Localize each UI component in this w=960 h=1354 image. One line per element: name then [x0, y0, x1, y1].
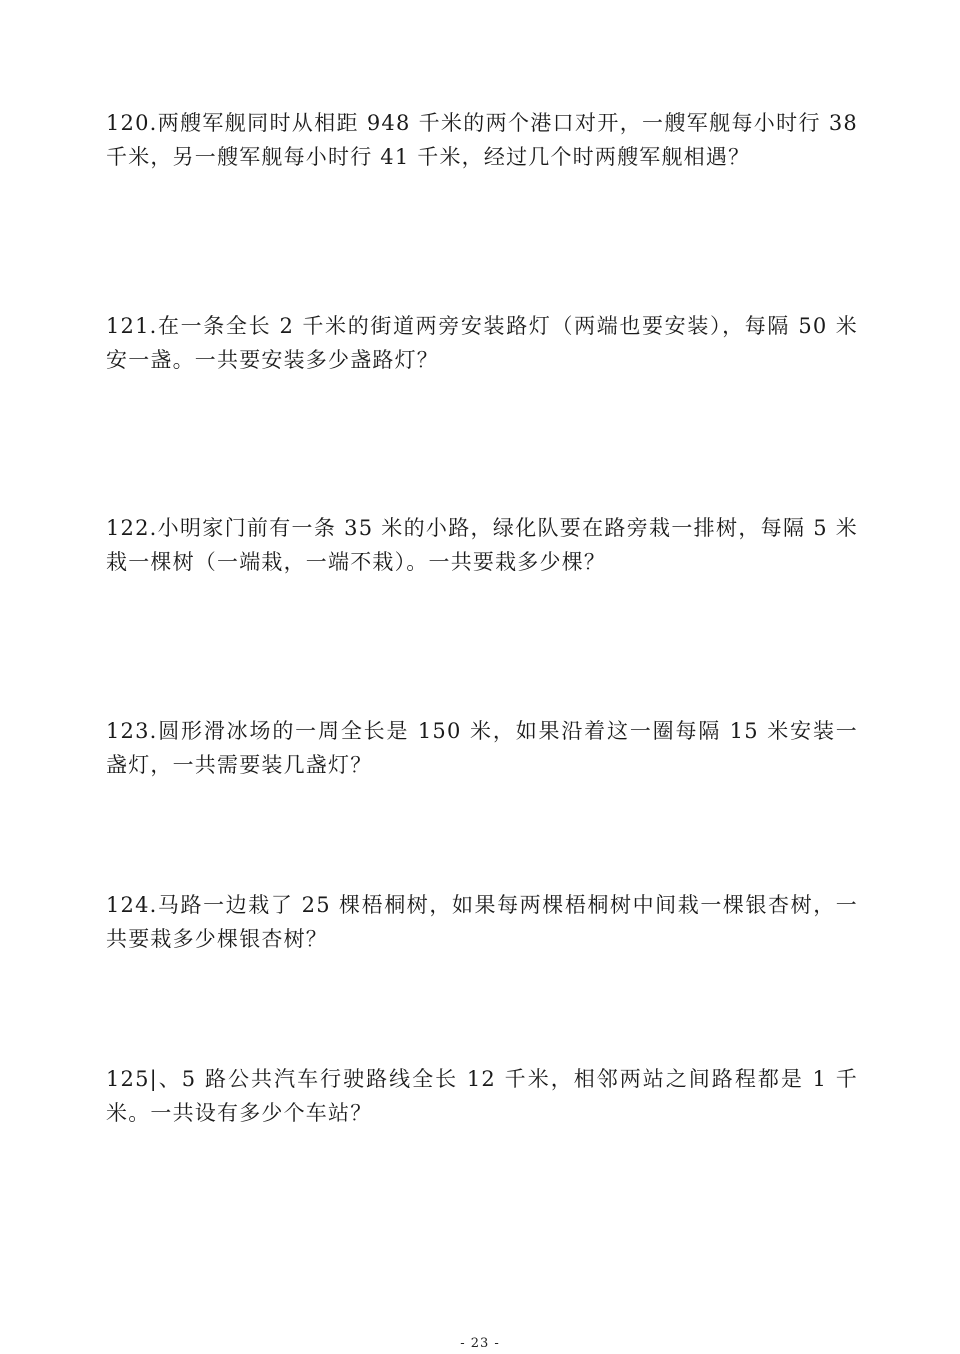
problem-121: 121.在一条全长 2 千米的街道两旁安装路灯（两端也要安装），每隔 50 米安一盏。一共要安装多少盏路灯？	[106, 314, 858, 372]
problem-123: 123.圆形滑冰场的一周全长是 150 米，如果沿着这一圈每隔 15 米安装一盏灯，一共需要装几盏灯？	[106, 719, 858, 777]
problem-122: 122.小明家门前有一条 35 米的小路，绿化队要在路旁栽一排树，每隔 5 米栽一棵树（一端栽，一端不栽）。一共要栽多少棵？	[106, 516, 858, 574]
problem-120: 120.两艘军舰同时从相距 948 千米的两个港口对开，一艘军舰每小时行 38 千米，另一艘军舰每小时行 41 千米，经过几个时两艘军舰相遇？	[106, 111, 858, 169]
problem-124: 124.马路一边栽了 25 棵梧桐树，如果每两棵梧桐树中间栽一棵银杏树，一共要栽多少棵银杏树？	[106, 893, 858, 951]
page-number: - 23 -	[460, 1336, 500, 1351]
problem-125: 125|、5 路公共汽车行驶路线全长 12 千米，相邻两站之间路程都是 1 千米。一共设有多少个车站？	[106, 1067, 858, 1125]
